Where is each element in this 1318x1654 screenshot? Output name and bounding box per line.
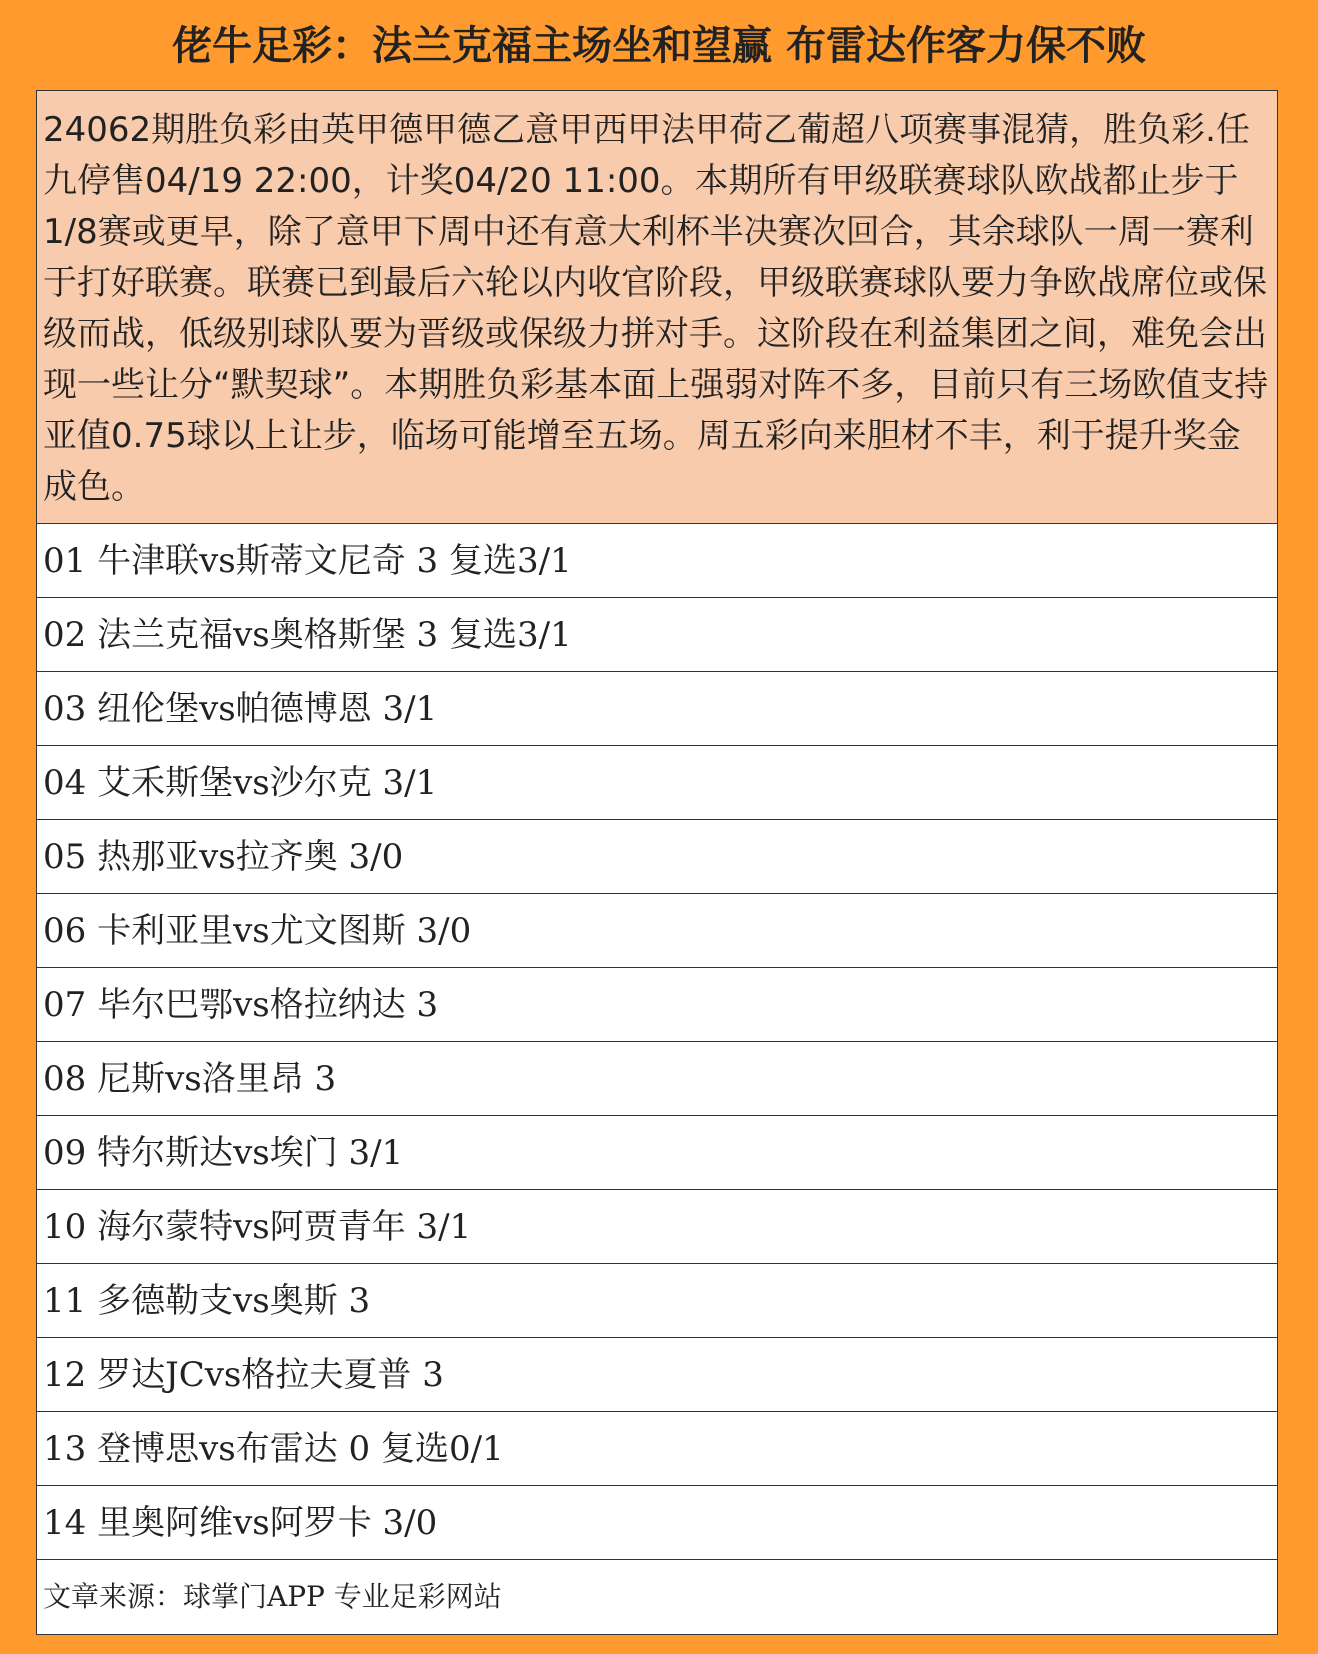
match-pick: 3	[416, 615, 439, 655]
match-row	[37, 1412, 1277, 1486]
match-pick: 3/0	[382, 1503, 438, 1543]
match-fixture: 里奥阿维vs阿罗卡	[97, 1503, 372, 1543]
match-row	[37, 746, 1277, 820]
match-fixture: 毕尔巴鄂vs格拉纳达	[97, 985, 406, 1025]
match-fixture: 登博思vs布雷达	[97, 1429, 338, 1469]
match-number: 12	[43, 1355, 87, 1395]
match-number: 14	[43, 1503, 87, 1543]
match-row	[37, 1116, 1277, 1190]
match-pick: 0	[348, 1429, 371, 1469]
match-fixture: 法兰克福vs奥格斯堡	[97, 615, 406, 655]
match-pick: 3/1	[382, 689, 438, 729]
match-fixture: 尼斯vs洛里昂	[97, 1059, 304, 1099]
match-number: 04	[43, 763, 87, 803]
match-fixture: 多德勒支vs奥斯	[97, 1281, 338, 1321]
match-number: 09	[43, 1133, 87, 1173]
match-number: 10	[43, 1207, 87, 1247]
match-row	[37, 524, 1277, 598]
match-number: 13	[43, 1429, 87, 1469]
match-pick: 3	[314, 1059, 337, 1099]
match-row	[37, 820, 1277, 894]
intro-paragraph: 24062期胜负彩由英甲德甲德乙意甲西甲法甲荷乙葡超八项赛事混猜，胜负彩.任九停售04/19 22:00，计奖04/20 11:00。本期所有甲级联赛球队欧战都止步于1/8赛或更早，除了意甲下周中还有意大利杯半决赛次回合，其余球队一周一赛利于打好联赛。联赛已到最后六轮以内收官阶段，甲级联赛球队要力争欧战席位或保级而战，低级别球队要为晋级或保级力拼对手。这阶段在利益集团之间，难免会出现一些让分“默契球”。本期胜负彩基本面上强弱对阵不多，目前只有三场欧值支持亚值0.75球以上让步，临场可能增至五场。周五彩向来胆材不丰，利于提升奖金成色。	[37, 91, 1277, 524]
match-number: 06	[43, 911, 87, 951]
match-pick: 3/0	[348, 837, 404, 877]
prediction-table	[36, 90, 1278, 1635]
match-alt-pick: 复选0/1	[381, 1429, 504, 1469]
match-row	[37, 598, 1277, 672]
match-number: 08	[43, 1059, 87, 1099]
match-fixture: 特尔斯达vs埃门	[97, 1133, 338, 1173]
match-fixture: 艾禾斯堡vs沙尔克	[97, 763, 372, 803]
match-pick: 3	[416, 541, 439, 581]
match-pick: 3	[348, 1281, 371, 1321]
match-alt-pick: 复选3/1	[449, 615, 572, 655]
match-fixture: 纽伦堡vs帕德博恩	[97, 689, 372, 729]
match-fixture: 海尔蒙特vs阿贾青年	[97, 1207, 406, 1247]
match-number: 02	[43, 615, 87, 655]
source-footer: 文章来源：球掌门APP 专业足彩网站	[43, 1580, 502, 1613]
match-row	[37, 1338, 1277, 1412]
match-row	[37, 1264, 1277, 1338]
match-pick: 3/1	[416, 1207, 472, 1247]
match-row	[37, 1190, 1277, 1264]
match-row	[37, 1486, 1277, 1560]
match-number: 07	[43, 985, 87, 1025]
match-pick: 3/0	[416, 911, 472, 951]
match-number: 03	[43, 689, 87, 729]
match-number: 11	[43, 1281, 87, 1321]
match-pick: 3/1	[348, 1133, 404, 1173]
match-fixture: 卡利亚里vs尤文图斯	[97, 911, 406, 951]
page-title: 佬牛足彩：法兰克福主场坐和望赢 布雷达作客力保不败	[172, 23, 1146, 69]
match-row	[37, 672, 1277, 746]
match-fixture: 牛津联vs斯蒂文尼奇	[97, 541, 406, 581]
match-list	[37, 524, 1277, 1560]
match-alt-pick: 复选3/1	[449, 541, 572, 581]
match-pick: 3/1	[382, 763, 438, 803]
match-fixture: 热那亚vs拉齐奥	[97, 837, 338, 877]
match-pick: 3	[416, 985, 439, 1025]
match-fixture: 罗达JCvs格拉夫夏普	[97, 1355, 412, 1395]
match-pick: 3	[422, 1355, 444, 1395]
match-row	[37, 968, 1277, 1042]
match-number: 05	[43, 837, 87, 877]
match-number: 01	[43, 541, 87, 581]
match-row	[37, 894, 1277, 968]
match-row	[37, 1042, 1277, 1116]
